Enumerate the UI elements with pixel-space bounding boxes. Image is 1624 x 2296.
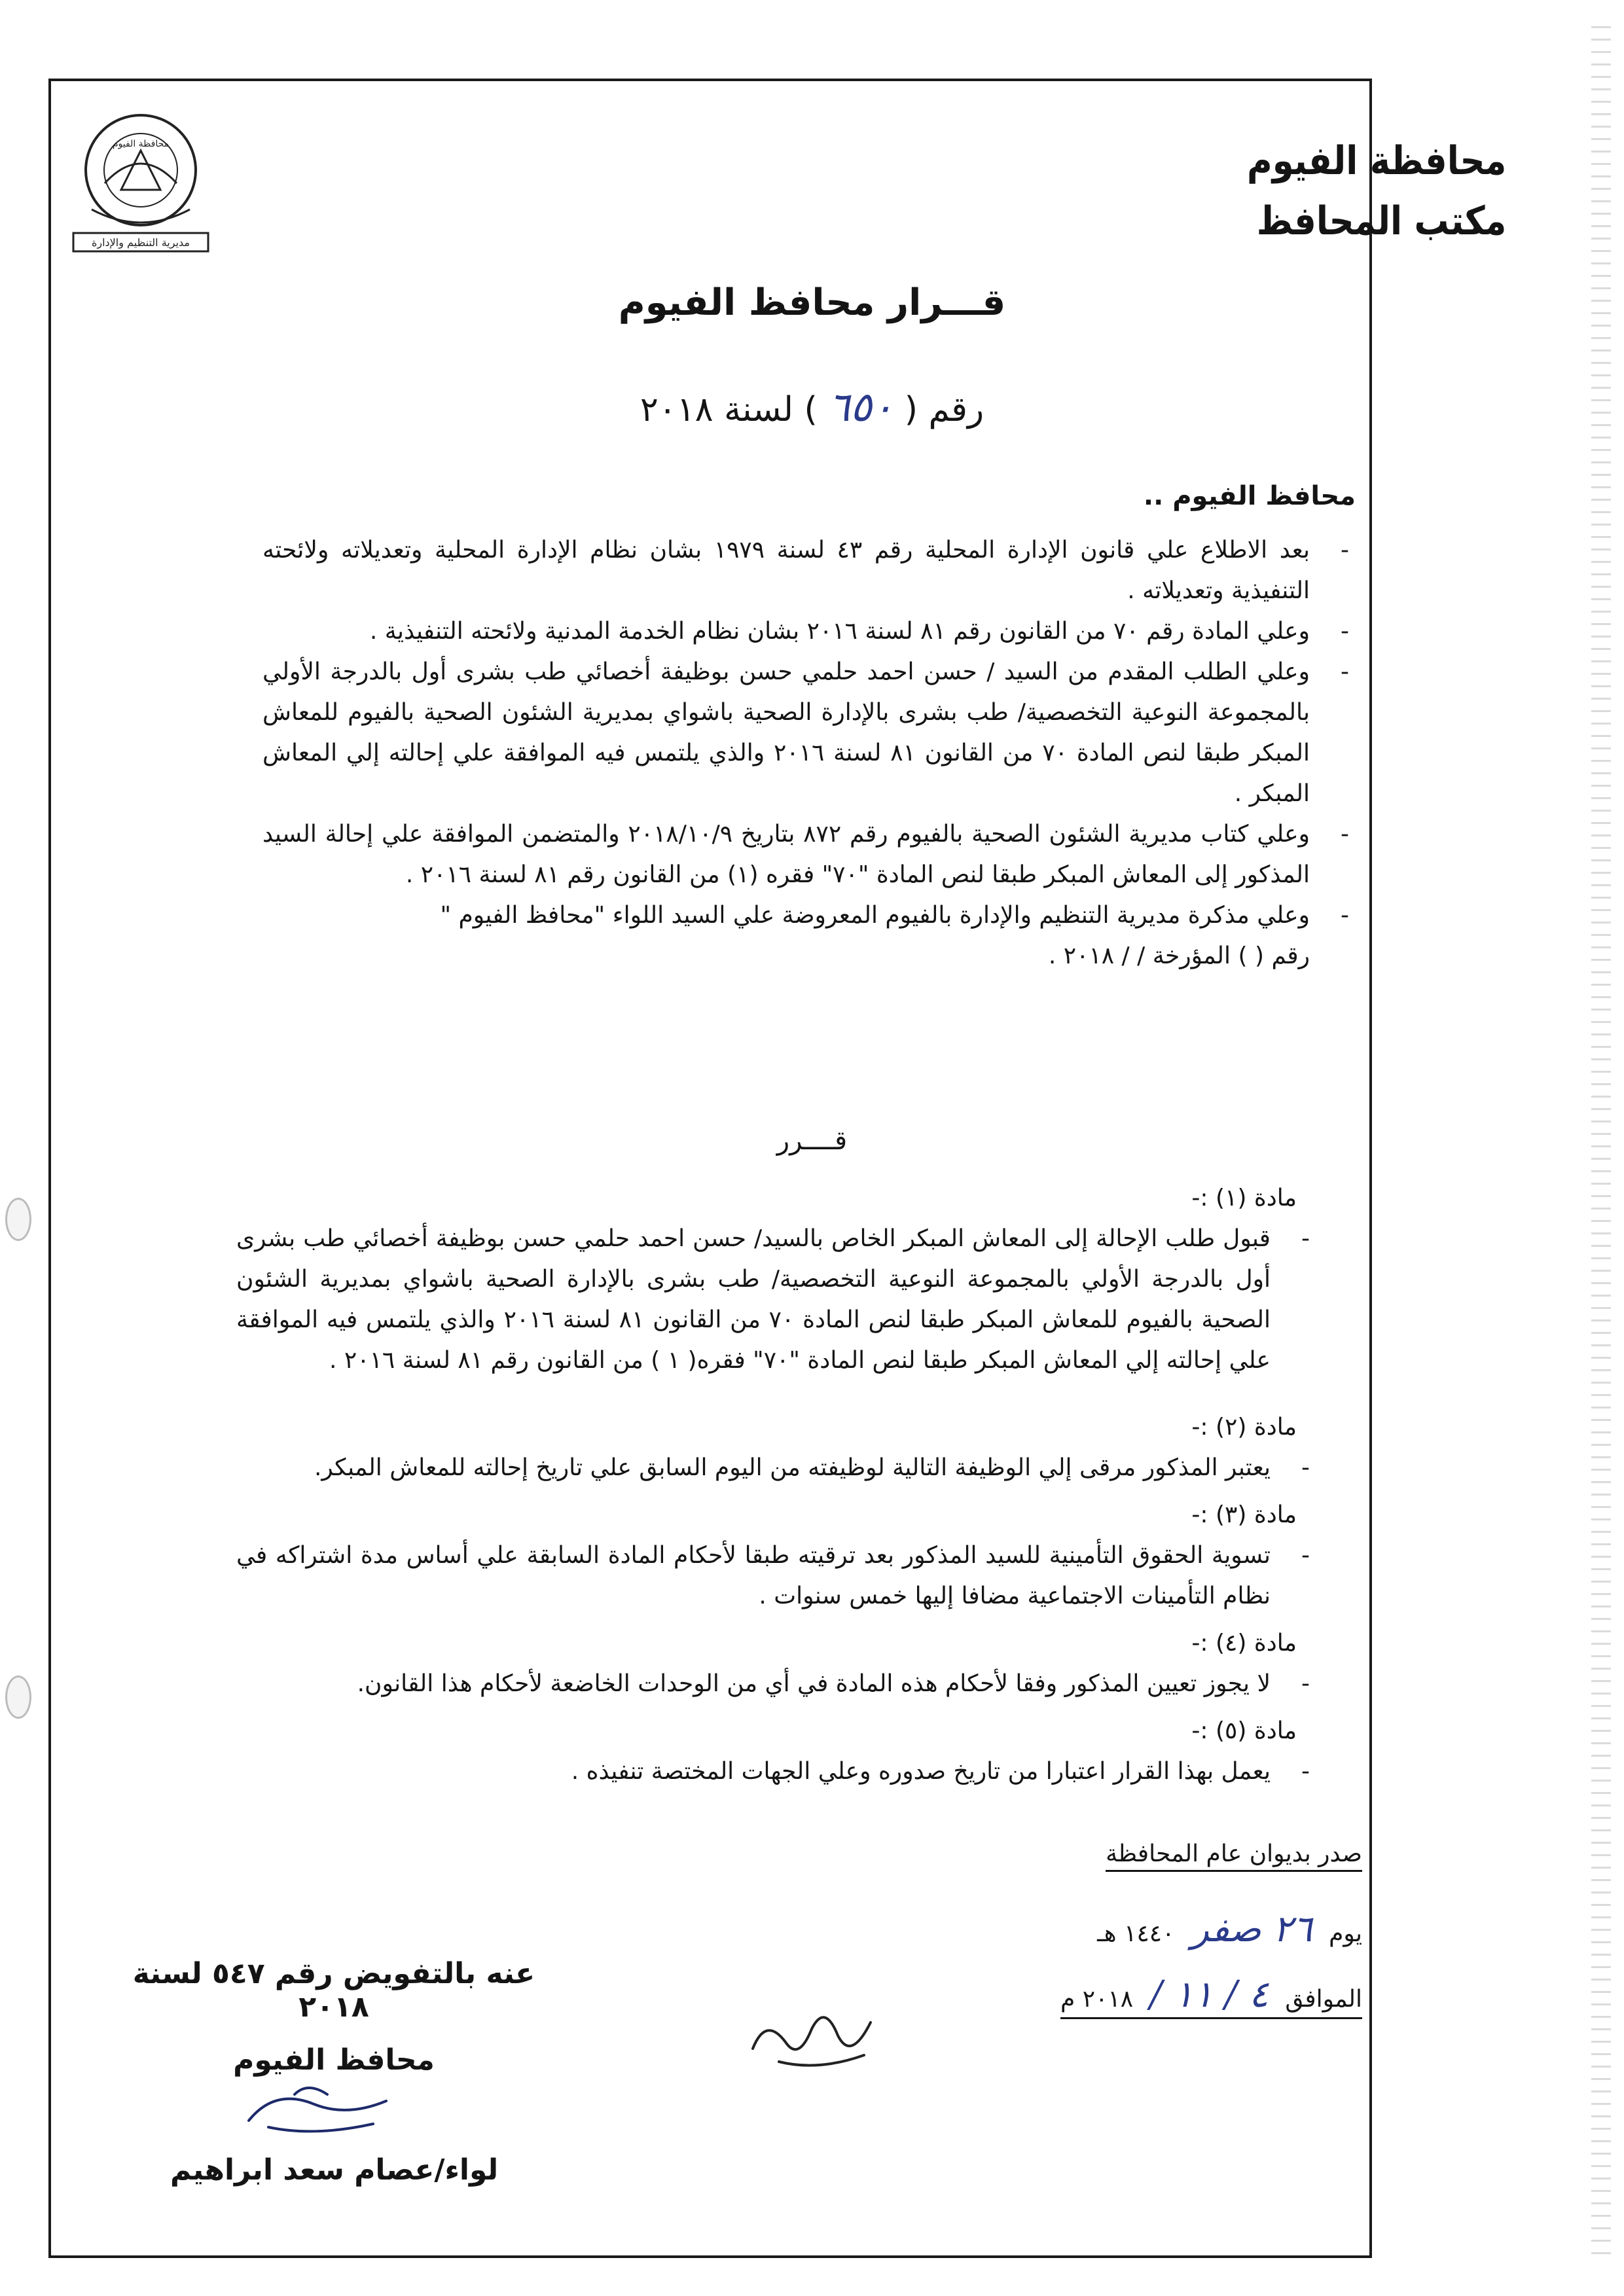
decree-word: قــــرر [776, 1126, 848, 1156]
gregorian-date-prefix: الموافق [1285, 1986, 1362, 2013]
hijri-date-suffix: ١٤٤٠ هـ [1097, 1920, 1175, 1947]
article-label: مادة (٢) :- [1191, 1414, 1297, 1441]
gregorian-date-handwritten: ٤ / ١١ / [1149, 1973, 1269, 2016]
decree-title: قـــرار محافظ الفيوم [618, 281, 1006, 324]
article-text: - تسوية الحقوق التأمينية للسيد المذكور بعد ترقيته طبقا لأحكام المادة السابقة علي أساس مدة اشتراكه في نظام التأمينات الاجتماعية مضافا إليها خمس سنوات . [236, 1535, 1271, 1617]
signatory-name: لواء/عصام سعد ابراهيم [170, 2153, 499, 2187]
article-label: مادة (٥) :- [1191, 1717, 1297, 1744]
article-label: مادة (٣) :- [1191, 1501, 1297, 1528]
punch-hole [5, 1198, 31, 1241]
preamble-clause: - وعلي الطلب المقدم من السيد / حسن احمد حلمي حسن بوظيفة أخصائي طب بشرى أول بالدرجة الأولي بالمجموعة النوعية التخصصية/ طب بشرى بالإدارة الصحية باشواي بمديرية الشئون الصحية بالفيوم للمعاش المبكر طبقا لنص المادة ٧٠ من القانون ٨١ لسنة ٢٠١٦ والذي يلتمس فيه الموافقة علي إحالته إلي المعاش المبكر . [262, 652, 1310, 814]
handwritten-note-text: مدير عام [814, 2009, 816, 2010]
preamble-clause: - بعد الاطلاع علي قانون الإدارة المحلية رقم ٤٣ لسنة ١٩٧٩ بشان نظام الإدارة المحلية وتعديلاته ولائحته التنفيذية وتعديلاته . [262, 530, 1310, 611]
delegation-line: عنه بالتفويض رقم ٥٤٧ لسنة ٢٠١٨ [132, 1957, 535, 2024]
delegation-title: محافظ الفيوم [233, 2043, 435, 2077]
delegation-block [124, 1957, 543, 2077]
logo-bottom-text: مديرية التنظيم والإدارة [91, 236, 190, 249]
decree-number-prefix: رقم ( [904, 390, 984, 429]
preamble [262, 530, 1310, 977]
article-text: - يعتبر المذكور مرقى إلي الوظيفة التالية لوظيفته من اليوم السابق علي تاريخ إحالته للمعاش المبكر. [236, 1448, 1271, 1488]
gregorian-date [1060, 1973, 1362, 2019]
gregorian-date-suffix: ٢٠١٨ م [1060, 1986, 1134, 2013]
addressee: محافظ الفيوم .. [1143, 481, 1356, 511]
article [236, 1711, 1297, 1792]
article-text: - يعمل بهذا القرار اعتبارا من تاريخ صدوره وعلي الجهات المختصة تنفيذه . [236, 1751, 1271, 1792]
article-label: مادة (١) :- [1191, 1185, 1297, 1211]
article [236, 1178, 1297, 1381]
letterhead [1247, 131, 1506, 251]
preamble-clause: - وعلي مذكرة مديرية التنظيم والإدارة بالفيوم المعروضة علي السيد اللواء "محافظ الفيوم " [262, 895, 1310, 936]
handwritten-note [740, 1990, 890, 2075]
article [236, 1407, 1297, 1488]
signature [236, 2075, 406, 2153]
logo-top-text: محافظة الفيوم [112, 139, 170, 149]
decree-number-suffix: ) لسنة ٢٠١٨ [640, 390, 818, 429]
office-name: مكتب المحافظ [1256, 198, 1506, 244]
article [236, 1623, 1297, 1704]
hijri-date-handwritten: ٢٦ صفر [1191, 1908, 1312, 1950]
decree-number-line [0, 383, 1624, 431]
governorate-logo [65, 105, 216, 255]
article-text: - قبول طلب الإحالة إلى المعاش المبكر الخاص بالسيد/ حسن احمد حلمي حسن بوظيفة أخصائي طب بشرى أول بالدرجة الأولي بالمجموعة النوعية التخصصية/ طب بشرى بالإدارة الصحية باشواي بمديرية الشئون الصحية بالفيوم للمعاش المبكر طبقا لنص المادة ٧٠ من القانون ٨١ لسنة ٢٠١٦ والذي يلتمس فيه الموافقة علي إحالته إلي المعاش المبكر طبقا لنص المادة "٧٠" فقره( ١ ) من القانون رقم ٨١ لسنة ٢٠١٦ . [236, 1219, 1271, 1381]
articles [236, 1172, 1297, 1792]
article-label: مادة (٤) :- [1191, 1630, 1297, 1657]
decree-number-handwritten: ٦٥٠ [828, 383, 894, 431]
article-text: - لا يجوز تعيين المذكور وفقا لأحكام هذه المادة في أي من الوحدات الخاضعة لأحكام هذا القانون. [236, 1664, 1271, 1704]
issued-at: صدر بديوان عام المحافظة [1106, 1840, 1362, 1872]
governorate-name: محافظة الفيوم [1246, 138, 1506, 184]
hijri-date [1097, 1908, 1362, 1950]
hijri-date-prefix: يوم [1329, 1920, 1362, 1947]
punch-hole [5, 1676, 31, 1719]
article [236, 1495, 1297, 1617]
preamble-clause: - وعلي كتاب مديرية الشئون الصحية بالفيوم رقم ٨٧٢ بتاريخ ٢٠١٨/١٠/٩ والمتضمن الموافقة علي إحالة السيد المذكور إلى المعاش المبكر طبقا لنص المادة "٧٠" فقره (١) من القانون رقم ٨١ لسنة ٢٠١٦ . [262, 814, 1310, 895]
preamble-clause: - وعلي المادة رقم ٧٠ من القانون رقم ٨١ لسنة ٢٠١٦ بشان نظام الخدمة المدنية ولائحته التنفيذية . [262, 611, 1310, 652]
memo-reference: رقم ( ) المؤرخة / / ٢٠١٨ . [1048, 942, 1310, 969]
